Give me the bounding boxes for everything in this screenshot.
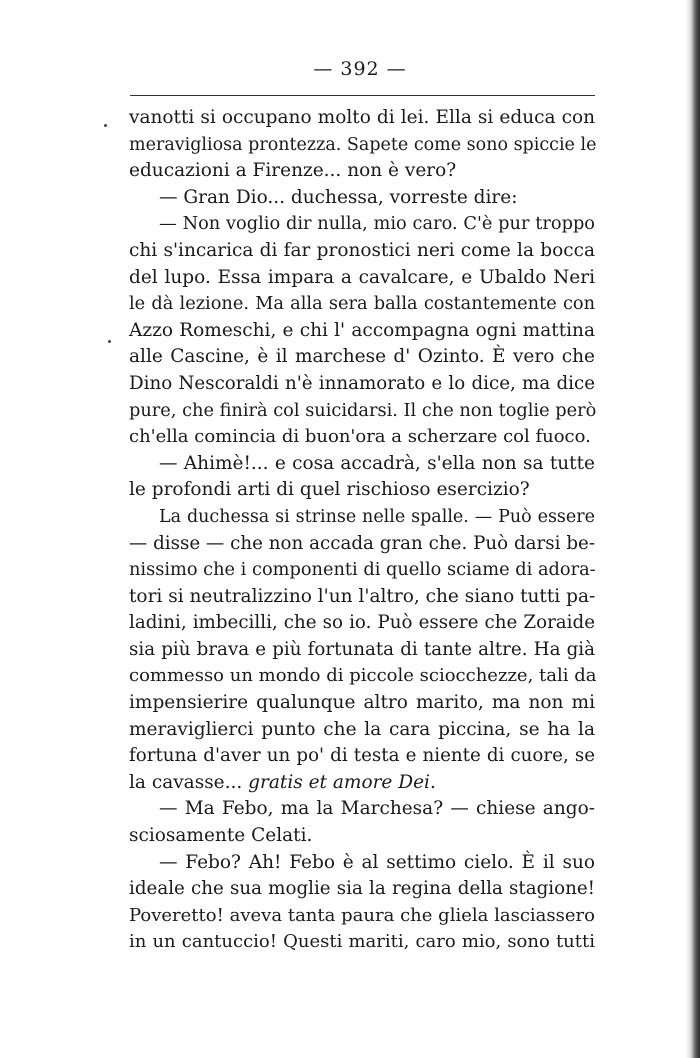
text-line-content: sia più brava e più fortunata di tante altre. Ha già [129, 638, 595, 660]
text-line [129, 185, 595, 212]
body-text [129, 105, 595, 956]
text-line-content: nissimo che i componenti di quello sciame di adora- [129, 560, 596, 581]
text-line-content: le profondi arti di quel rischioso esercizio? [129, 479, 530, 501]
text-line [129, 424, 595, 451]
text-line [129, 557, 595, 584]
text-line-content: la cavasse... [129, 771, 249, 793]
text-line-content: educazioni a Firenze... non è vero? [129, 160, 457, 182]
text-line-content: — disse — che non accada gran che. Può darsi be- [129, 532, 595, 554]
text-line [129, 451, 595, 478]
text-line-content: Azzo Romeschi, e chi l' accompagna ogni mattina [129, 319, 595, 341]
text-line-content: alle Cascine, è il marchese d' Ozinto. È vero che [129, 346, 595, 368]
text-line-content: meraviglierci punto che la cara piccina, se ha la [129, 718, 595, 740]
text-line-content: chi s'incarica di far pronostici neri come la bocca [129, 239, 595, 261]
text-line [129, 504, 595, 531]
text-line [129, 903, 595, 930]
text-line [129, 398, 595, 425]
text-line [129, 158, 595, 185]
header-rule [130, 95, 595, 96]
margin-mark [104, 124, 107, 127]
margin-mark [108, 340, 111, 343]
text-line [129, 610, 595, 637]
text-line [129, 770, 595, 797]
text-line [129, 743, 595, 770]
text-line [129, 132, 595, 159]
text-line-content: ideale che sua moglie sia la regina della stagione! [129, 878, 595, 900]
text-line [129, 823, 595, 850]
text-line [129, 584, 595, 611]
page-number: — 392 — [313, 58, 407, 80]
text-line-content: — Non voglio dir nulla, mio caro. C'è pur troppo [159, 214, 595, 235]
text-line [129, 291, 595, 318]
text-line-content: Poveretto! aveva tanta paura che gliela lasciassero [129, 904, 595, 926]
italic-phrase: gratis et amore Dei. [248, 771, 436, 793]
text-line-content: ladini, imbecilli, che so io. Può essere che Zoraide [129, 612, 595, 634]
text-line [129, 211, 595, 238]
text-line-content: in un cantuccio! Questi mariti, caro mio, sono tutti [129, 931, 595, 953]
text-line [129, 371, 595, 398]
text-line-content: — Ma Febo, ma la Marchesa? — chiese ango- [159, 798, 595, 820]
text-line-content: vanotti si occupano molto di lei. Ella si educa con [129, 107, 595, 128]
text-line-content: le dà lezione. Ma alla sera balla costantemente con [129, 294, 595, 315]
text-line [129, 105, 595, 132]
book-spine-shadow [686, 0, 700, 1058]
text-line-content: — Ahimè!... e cosa accadrà, s'ella non sa tutte [159, 452, 595, 474]
text-line-content: tori si neutralizzino l'un l'altro, che siano tutti pa- [129, 585, 596, 607]
text-line [129, 663, 595, 690]
text-line-content: sciosamente Celati. [129, 825, 313, 847]
text-line-content: Dino Nescoraldi n'è innamorato e lo dice, ma dice [129, 372, 595, 394]
text-line [129, 876, 595, 903]
text-line [129, 929, 595, 956]
text-line-content: impensierire qualunque altro marito, ma non mi [129, 692, 595, 714]
text-line-content: pure, che finirà col suicidarsi. Il che non toglie però [129, 400, 597, 421]
text-line-content: meravigliosa prontezza. Sapete come sono spiccie le [129, 134, 597, 155]
text-line [129, 344, 595, 371]
text-line [129, 531, 595, 558]
text-line-content: La duchessa si strinse nelle spalle. — Può essere [159, 506, 595, 527]
text-line-content: fortuna d'aver un po' di testa e niente di cuore, se [129, 745, 595, 767]
text-line [129, 238, 595, 265]
text-line [129, 265, 595, 292]
text-line [129, 717, 595, 744]
text-line [129, 637, 595, 664]
text-line [129, 850, 595, 877]
text-line-content: ch'ella comincia di buon'ora a scherzare col fuoco. [129, 426, 591, 448]
text-line [129, 477, 595, 504]
text-line-content: — Febo? Ah! Febo è al settimo cielo. È il suo [159, 851, 595, 873]
text-line [129, 318, 595, 345]
text-line-content: — Gran Dio... duchessa, vorreste dire: [159, 186, 518, 208]
text-line [129, 690, 595, 717]
text-line-content: commesso un mondo di piccole sciocchezze, tali da [129, 665, 597, 687]
text-line-content: del lupo. Essa impara a cavalcare, e Ubaldo Neri [129, 266, 595, 288]
text-line [129, 796, 595, 823]
